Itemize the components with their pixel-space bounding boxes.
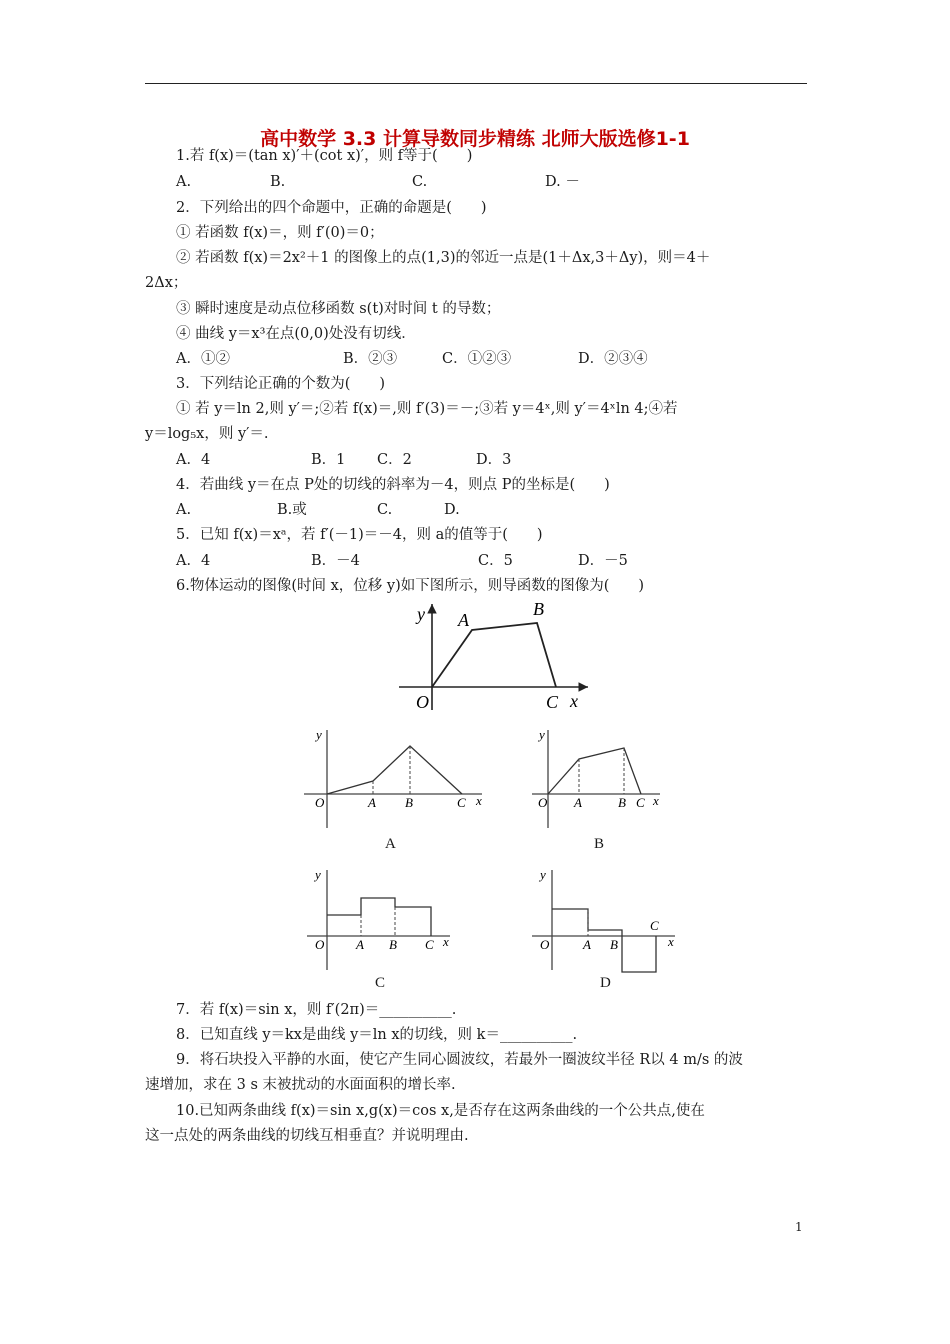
q5-option-d: D．－5: [578, 553, 628, 569]
option-a-point-c: C: [457, 795, 466, 810]
option-c-y-label: y: [315, 867, 321, 882]
option-b-point-a: A: [574, 795, 582, 810]
question-8: 8．已知直线 y＝kx是曲线 y＝ln x的切线，则 k＝__________.: [176, 1027, 578, 1043]
page-title: 高中数学 3.3 计算导数同步精练 北师大版选修1-1: [260, 128, 690, 150]
q3-option-b: B．1: [311, 452, 346, 468]
option-b-x-label: x: [653, 793, 659, 808]
q2-option-a: A．①②: [176, 351, 230, 367]
q4-option-a: A.: [176, 502, 192, 518]
q1-option-b: B.: [270, 174, 286, 190]
question-10-line-1: 10.已知两条曲线 f(x)＝sin x,g(x)＝cos x,是否存在这两条曲线的一个公共点,使在: [176, 1103, 705, 1119]
q4-option-c: C.: [377, 502, 393, 518]
option-a-y-label: y: [316, 727, 322, 742]
q3-option-a: A．4: [176, 452, 211, 468]
option-b-point-c: C: [636, 795, 645, 810]
option-b-graph: [530, 724, 670, 832]
question-3-line-2: y＝log₅x，则 y′＝.: [145, 426, 269, 442]
q5-option-b: B．－4: [311, 553, 360, 569]
question-10-line-2: 这一点处的两条曲线的切线互相垂直？并说明理由.: [145, 1128, 469, 1144]
question-2: 2．下列给出的四个命题中，正确的命题是( ): [176, 200, 487, 216]
option-c-x-label: x: [443, 934, 449, 949]
q4-option-d: D.: [444, 502, 460, 518]
page-number: 1: [795, 1220, 803, 1234]
option-a-point-a: A: [368, 795, 376, 810]
motion-graph-point-a: A: [458, 610, 469, 630]
q3-option-d: D．3: [476, 452, 512, 468]
option-c-point-c: C: [425, 937, 434, 952]
question-6: 6.物体运动的图像(时间 x，位移 y)如下图所示，则导函数的图像为( ): [176, 578, 645, 594]
question-5: 5．已知 f(x)＝xᵃ，若 f′(－1)＝－4，则 a的值等于( ): [176, 527, 543, 543]
question-3-line-1: ① 若 y＝ln 2,则 y′＝;②若 f(x)＝,则 f′(3)＝－;③若 y＝4ˣ,则 y′＝4ˣln 4;④若: [176, 401, 678, 417]
q2-option-b: B．②③: [343, 351, 398, 367]
motion-graph: [395, 598, 595, 716]
option-b-origin: O: [538, 795, 548, 810]
option-d-graph: [530, 864, 680, 976]
q1-option-a: A.: [176, 174, 192, 190]
q2-option-d: D．②③④: [578, 351, 648, 367]
question-9-line-1: 9．将石块投入平静的水面，使它产生同心圆波纹，若最外一圈波纹半径 R以 4 m/s 的波: [176, 1052, 743, 1068]
q1-option-d: D. －: [545, 174, 580, 190]
q5-option-a: A．4: [176, 553, 211, 569]
question-2-statement-2-cont: 2Δx；: [145, 275, 188, 291]
question-2-statement-1: ① 若函数 f(x)＝，则 f′(0)＝0；: [176, 225, 384, 241]
option-b-y-label: y: [539, 727, 545, 742]
motion-graph-point-b: B: [533, 599, 544, 619]
question-2-statement-2: ② 若函数 f(x)＝2x²＋1 的图像上的点(1,3)的邻近一点是(1＋Δx,3＋Δy)，则＝4＋: [176, 250, 711, 266]
motion-graph-origin: O: [416, 692, 429, 712]
question-2-statement-3: ③ 瞬时速度是动点位移函数 s(t)对时间 t 的导数；: [176, 301, 501, 317]
option-a-x-label: x: [476, 793, 482, 808]
question-9-line-2: 速增加，求在 3 s 末被扰动的水面面积的增长率.: [145, 1077, 456, 1093]
option-d-point-c: C: [650, 918, 659, 933]
option-c-graph: [305, 864, 455, 972]
option-d-x-label: x: [668, 934, 674, 949]
option-a-origin: O: [315, 795, 325, 810]
question-1: 1.若 f(x)＝(tan x)′＋(cot x)′，则 f等于( ): [176, 148, 473, 164]
q3-option-c: C．2: [377, 452, 412, 468]
option-d-y-label: y: [540, 867, 546, 882]
question-2-statement-4: ④ 曲线 y＝x³在点(0,0)处没有切线．: [176, 326, 416, 342]
option-b-caption: B: [594, 836, 605, 852]
q1-option-c: C.: [412, 174, 428, 190]
option-c-point-a: A: [356, 937, 364, 952]
option-d-origin: O: [540, 937, 550, 952]
q2-option-c: C．①②③: [442, 351, 512, 367]
option-c-caption: C: [375, 975, 386, 991]
q4-option-b: B.或: [277, 502, 307, 518]
question-4: 4．若曲线 y＝在点 P处的切线的斜率为－4，则点 P的坐标是( ): [176, 477, 610, 493]
question-7: 7．若 f(x)＝sin x，则 f′(2π)＝__________.: [176, 1002, 457, 1018]
q5-option-c: C．5: [478, 553, 513, 569]
motion-graph-x-label: x: [570, 691, 578, 711]
motion-graph-point-c: C: [546, 692, 559, 712]
question-3: 3．下列结论正确的个数为( ): [176, 376, 386, 392]
option-c-origin: O: [315, 937, 325, 952]
motion-graph-y-label: y: [417, 604, 425, 624]
option-c-point-b: B: [389, 937, 397, 952]
header-rule: [145, 83, 807, 84]
option-d-caption: D: [600, 975, 611, 991]
option-d-point-a: A: [583, 937, 591, 952]
option-a-graph: [302, 724, 492, 832]
option-a-caption: A: [385, 836, 396, 852]
option-b-point-b: B: [618, 795, 626, 810]
option-a-point-b: B: [405, 795, 413, 810]
option-d-point-b: B: [610, 937, 618, 952]
